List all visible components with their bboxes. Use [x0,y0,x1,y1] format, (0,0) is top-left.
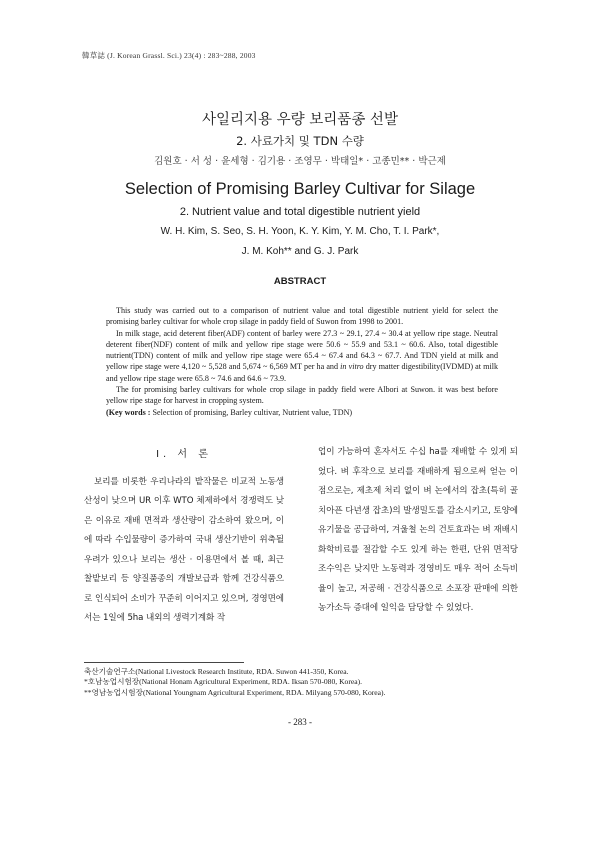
keywords-label: (Key words : [106,407,151,417]
footnote-divider [84,662,244,663]
footnotes [84,667,524,698]
english-authors-line2: J. M. Koh** and G. J. Park [241,246,359,257]
section-heading-introduction: I. 서 론 [156,449,212,460]
abstract-paragraph-3: The for promising barley cultivars for whole crop silage in paddy field were Albori at Suwon. it was best before yellow ripe stage for harvest in cropping system. [106,385,498,406]
korean-subtitle: 2. 사료가치 및 TDN 수량 [236,134,364,148]
right-column-paragraph: 업이 가능하여 혼자서도 수십 ha를 재배할 수 있게 되었다. 벼 후작으로 보리를 재배하게 됨으로써 얻는 이점으로는, 제초제 처리 없이 벼 논에서의 잡초(특히 골치아픈 다년생 잡초)의 발생밀도를 감소시키고, 토양에 유기물을 공급하여, 겨울철 논의 건토효과는 벼 재배시 화학비료를 절감할 수도 있게 하는 한편, 단위 면적당 조수익은 낮지만 노동력과 경영비도 매우 적어 소득비율이 높고, 저공해 · 건강식품으로 소포장 판매에 의한 농가소득 증대에 일익을 담당할 수 있었다. [318,447,518,613]
left-column [84,443,284,629]
korean-title: 사일리지용 우량 보리품종 선발 [202,112,398,128]
abstract-paragraph-1: This study was carried out to a comparison of nutrient value and total digestible nutrient yield for select the promising barley cultivar for whole crop silage in paddy field of Suwon from 1998 to 2001. [106,306,498,327]
footnote-affiliation-2: *호남농업시험장(National Honam Agricultural Experiment, RDA. Iksan 570-080, Korea). [84,677,363,687]
english-subtitle: 2. Nutrient value and total digestible nutrient yield [179,206,421,218]
english-title: Selection of Promising Barley Cultivar for Silage [124,180,476,198]
right-column [318,443,518,619]
keywords-text: Selection of promising, Barley cultivar, Nutrient value, TDN) [150,407,353,417]
korean-authors: 김원호 · 서 성 · 윤세형 · 김기용 · 조영무 · 박태일* · 고종민** · 박근제 [154,156,446,167]
page-number: - 283 - [288,717,312,727]
abstract-paragraph-2-part-b: dry matter digestibility(IVDMD) at milk and yellow ripe stage were 65.8 ~ 74.6 and 64.6 ~ 73.9. [106,362,498,383]
journal-reference: 韓草誌 (J. Korean Grassl. Sci.) 23(4) : 283~288, 2003 [82,51,256,60]
abstract-body [106,305,498,418]
english-authors-line1: W. H. Kim, S. Seo, S. H. Yoon, K. Y. Kim, Y. M. Cho, T. I. Park*, [160,226,440,237]
footnote-affiliation-1: 축산기술연구소(National Livestock Research Institute, RDA. Suwon 441-350, Korea. [84,667,349,676]
keywords [106,407,498,418]
abstract-heading: ABSTRACT [273,276,327,287]
abstract-italic-term: in vitro [340,362,364,372]
abstract-paragraph-2-part-a: In milk stage, acid deterent fiber(ADF) content of barley were 27.3 ~ 29.1, 27.4 ~ 30.4 at yellow ripe stage. Neutral deterent fiber(NDF) content of milk and yellow ripe stage were 50.6 ~ 55.9 and 53.1 ~ 60.6. Also, total digestible nutrient(TDN) content of milk and yellow ripe stage were 65.4 ~ 67.4 and 64.3 ~ 67.7. And TDN yield at milk and yellow ripe stage were 4,120 ~ 5,528 and 5,674 ~ 6,569 MT per ha and [106,328,498,372]
footnote-affiliation-3: **영남농업시험장(National Youngnam Agricultural Experiment, RDA. Milyang 570-080, Korea). [84,687,386,697]
abstract-paragraph-2 [106,328,498,384]
left-column-paragraph: 보리를 비롯한 우리나라의 밭작물은 비교적 노동생산성이 낮으며 UR 이후 WTO 체제하에서 경쟁력도 낮은 이유로 재배 면적과 생산량이 감소하여 왔으며, 이에 따라 수입물량이 증가하여 국내 생산기반이 위축될 우려가 있으나 보리는 생산 · 이용면에서 볼 때, 최근 찰밭보리 등 양질품종의 개발보급과 함께 건강식품으로 인식되어 소비가 꾸준히 이어지고 있으며, 경영면에서는 1일에 5ha 내외의 생력기계화 작 [84,476,284,623]
